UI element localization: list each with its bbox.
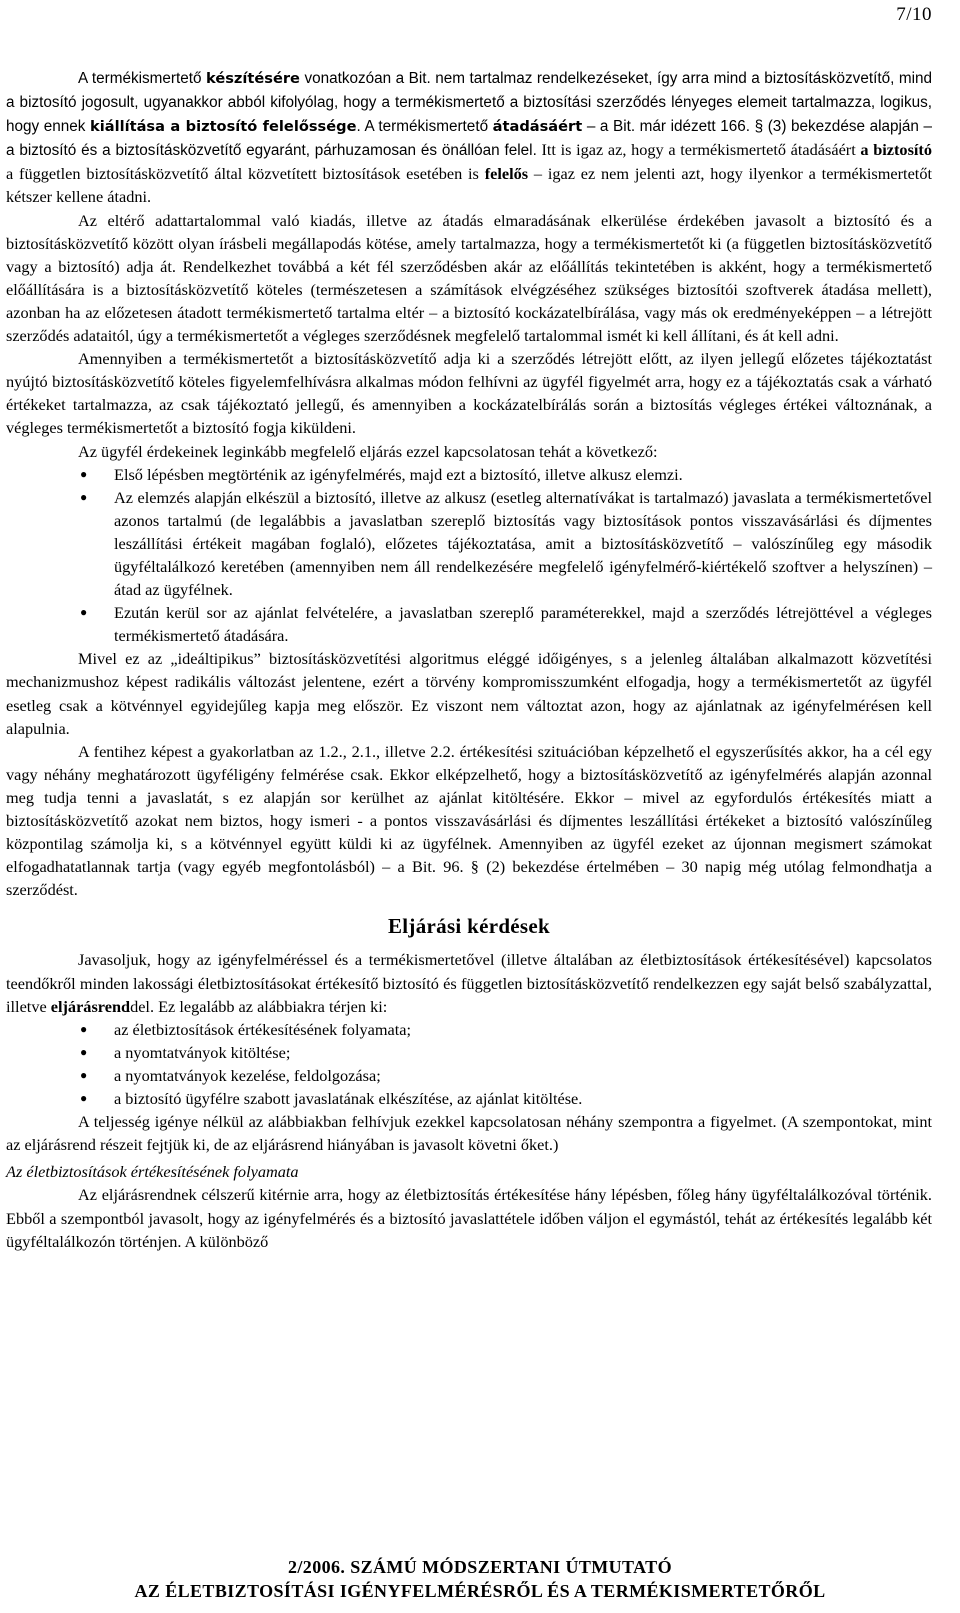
list-item: ● Első lépésben megtörténik az igényfelmérés, majd ezt a biztosító, illetve alkusz elemzi. <box>6 463 932 486</box>
paragraph-recommendation: Javasoljuk, hogy az igényfelméréssel és a termékismertetővel (illetve általában az életbiztosítások értékesítésével) kapcsolatos teendőkről minden lakossági életbiztosításokat értékesítő biztosító és független biztosításközvetítő rendelkezzen egy saját belső szabályzattal, illetve eljárásrenddel. Ez legalább az alábbiakra térjen ki: <box>6 950 932 1016</box>
document-body <box>6 66 932 1253</box>
subheading: Az életbiztosítások értékesítésének folyamata <box>6 1162 299 1182</box>
paragraph-procedure-intro: Az ügyfél érdekeinek leginkább megfelelő eljárás ezzel kapcsolatosan tehát a következő: <box>78 441 658 461</box>
procedure-topics-list <box>6 1018 932 1110</box>
paragraph-sales-process: Az eljárásrendnek célszerű kitérnie arra, hogy az életbiztosítás értékesítése hány lépésben, főleg hány ügyféltalálkozóval történik. Ebből a szempontból javasolt, hogy az igényfelmérés és a biztosító javaslattétele időben váljon el egymástól, tehát az értékesítés legalább két ügyféltalálkozón történjen. A különböző <box>6 1185 932 1251</box>
section-title: Eljárási kérdések <box>387 914 550 939</box>
list-item: ● Ezután kerül sor az ajánlat felvételére, a javaslatban szereplő paraméterekkel, majd a szerződés létrejöttével a végleges termékismertető átadására. <box>6 601 932 647</box>
paragraph-agreement: Az eltérő adattartalommal való kiadás, illetve az átadás elmaradásának elkerülése érdekében javasolt a biztosító és a biztosításközvetítő között olyan írásbeli megállapodás kötése, amely tartalmazza, hogy a termékismertetőt ki (a független biztosításközvetítő vagy a biztosító) adja át. Rendelkezhet továbbá a két fél szerződésben akár az előállítás tekintetében is akként, hogy a termékismertető előállítására is a biztosításközvetítő köteles (természetesen a számítások elvégzéséhez szükséges biztosítói szoftverek átadása mellett), azonban ha az előzetesen átadott termékismertető tartalma eltér – a biztosító kockázatelbírálása, vagy más ok eredményeképpen – a létrejött szerződés adataitól, úgy a termékismertetőt a végleges szerződésnek megfelelő tartalommal ismét ki kell állítani, és át kell adni. <box>6 210 932 346</box>
paragraph-intermediary: Amennyiben a termékismertetőt a biztosításközvetítő adja ki a szerződés létrejött előtt, az ilyen jellegű előzetes tájékoztatást nyújtó biztosításközvetítő köteles figyelemfelhívásra alkalmas módon felhívni az ügyfél figyelmét arra, hogy ez a tájékoztatás csak a várható értékeket tartalmazza, az csak tájékoztató jellegű, és amennyiben a kockázatelbírálás során a biztosítás végleges értékei változnának, a végleges termékismertetőt a biztosító fogja kiküldeni. <box>6 349 932 438</box>
page-number: 7/10 <box>896 4 932 25</box>
sans-segment: A termékismertető készítésére vonatkozóan a Bit. nem tartalmaz rendelkezéseket, így arra mind a biztosításközvetítő, mind a biztosító jogosult, ugyanakkor abból kifolyólag, hogy a termékismertető a biztosítási szerződés lényeges elemeit tartalmazza, logikus, hogy ennek kiállítása a biztosító felelőssége. A termékismertető átadásáért – a Bit. már idézett 166. § (3) bekezdése alapján – a biztosító és a biztosításközvetítő egyaránt, párhuzamosan és önállóan felel. <box>6 70 932 160</box>
list-item: ● a nyomtatványok kitöltése; <box>6 1041 932 1064</box>
page-footer <box>0 1555 960 1603</box>
paragraph-considerations: A teljesség igénye nélkül az alábbiakban felhívjuk ezekkel kapcsolatosan néhány szempontra a figyelmet. (A szempontokat, mint az eljárásrend részeit fejtjük ki, de az eljárásrend hiányában is javasolt követni őket.) <box>6 1112 932 1155</box>
footer-line: AZ ÉLETBIZTOSÍTÁSI IGÉNYFELMÉRÉSRŐL ÉS A TERMÉKISMERTETŐRŐL <box>134 1581 826 1601</box>
footer-line: 2/2006. SZÁMÚ MÓDSZERTANI ÚTMUTATÓ <box>288 1557 672 1577</box>
paragraph-ideal-typical: Mivel ez az „ideáltipikus” biztosításközvetítési algoritmus eléggé időigényes, s a jelenleg általában alkalmazott közvetítési mechanizmushoz képest radikális változást jelentene, ezért a törvény kompromisszumként elfogadja, hogy a termékismertetőt az ügyfél esetleg csak a kötvénnyel egyidejűleg kapja meg először. Ez viszont nem változtat azon, hogy az ajánlatnak az igényfelmérésen kell alapulnia. <box>6 649 932 738</box>
paragraph-practice: A fentihez képest a gyakorlatban az 1.2., 2.1., illetve 2.2. értékesítési szituációban képzelhető el egyszerűsítés akkor, ha a cél egy vagy néhány meghatározott ügyféligény felmérése csak. Ekkor elképzelhető, hogy a biztosításközvetítő az igényfelmérés alapján azonnal meg tudja tenni a javaslatát, s ez alapján sor kerülhet az ajánlat kitöltésére. Ekkor – mivel az egyfordulós értékesítés miatt a biztosításközvetítő azokat nem biztos, hogy ismeri - a pontos visszavásárlási és díjmentes leszállítási értékeket a biztosító valószínűleg központilag számolja ki, s a kötvénnyel együtt küldi ki az ügyfélnek. Amennyiben az ügyfél ezeket az újonnan megismert számokat elfogadhatatlannak tartja (vagy egyéb megfontolásból) – a Bit. 96. § (2) bekezdése értelmében – 30 napig még utólag felmondhatja a szerződést. <box>6 741 932 900</box>
list-item: ● a nyomtatványok kezelése, feldolgozása; <box>6 1064 932 1087</box>
list-item: ● a biztosító ügyfélre szabott javaslatának elkészítése, az ajánlat kitöltése. <box>6 1087 932 1110</box>
list-item: ● Az elemzés alapján elkészül a biztosító, illetve az alkusz (esetleg alternatívákat is tartalmazó) javaslata a termékismertetővel azonos tartalmú (de legalábbis a javaslatban szereplő biztosítás vagy biztosítások pontos visszavásárlási és díjmentes leszállítási értékeit magában foglaló), előzetes tájékoztatása, amit a biztosításközvetítő – valószínűleg egy második ügyféltalálkozó keretében (amennyiben nem áll rendelkezésére megfelelő igényfelmérő-kiértékelő szoftver a helyszínen) – átad az ügyfélnek. <box>6 486 932 601</box>
procedure-steps-list <box>6 463 932 648</box>
list-item: ● az életbiztosítások értékesítésének folyamata; <box>6 1018 932 1041</box>
paragraph-responsibility: A termékismertető készítésére vonatkozóan a Bit. nem tartalmaz rendelkezéseket, így arra mind a biztosításközvetítő, mind a biztosító jogosult, ugyanakkor abból kifolyólag, hogy a termékismertető a biztosítási szerződés lényeges elemeit tartalmazza, logikus, hogy ennek kiállítása a biztosító felelőssége. A termékismertető átadásáért – a Bit. már idézett 166. § (3) bekezdése alapján – a biztosító és a biztosításközvetítő egyaránt, párhuzamosan és önállóan felel. Itt is igaz az, hogy a termékismertető átadásáért a biztosító a független biztosításközvetítő által közvetített biztosítások esetében is felelős – igaz ez nem jelenti azt, hogy ilyenkor a termékismertetőt kétszer kellene átadni. <box>6 70 932 207</box>
